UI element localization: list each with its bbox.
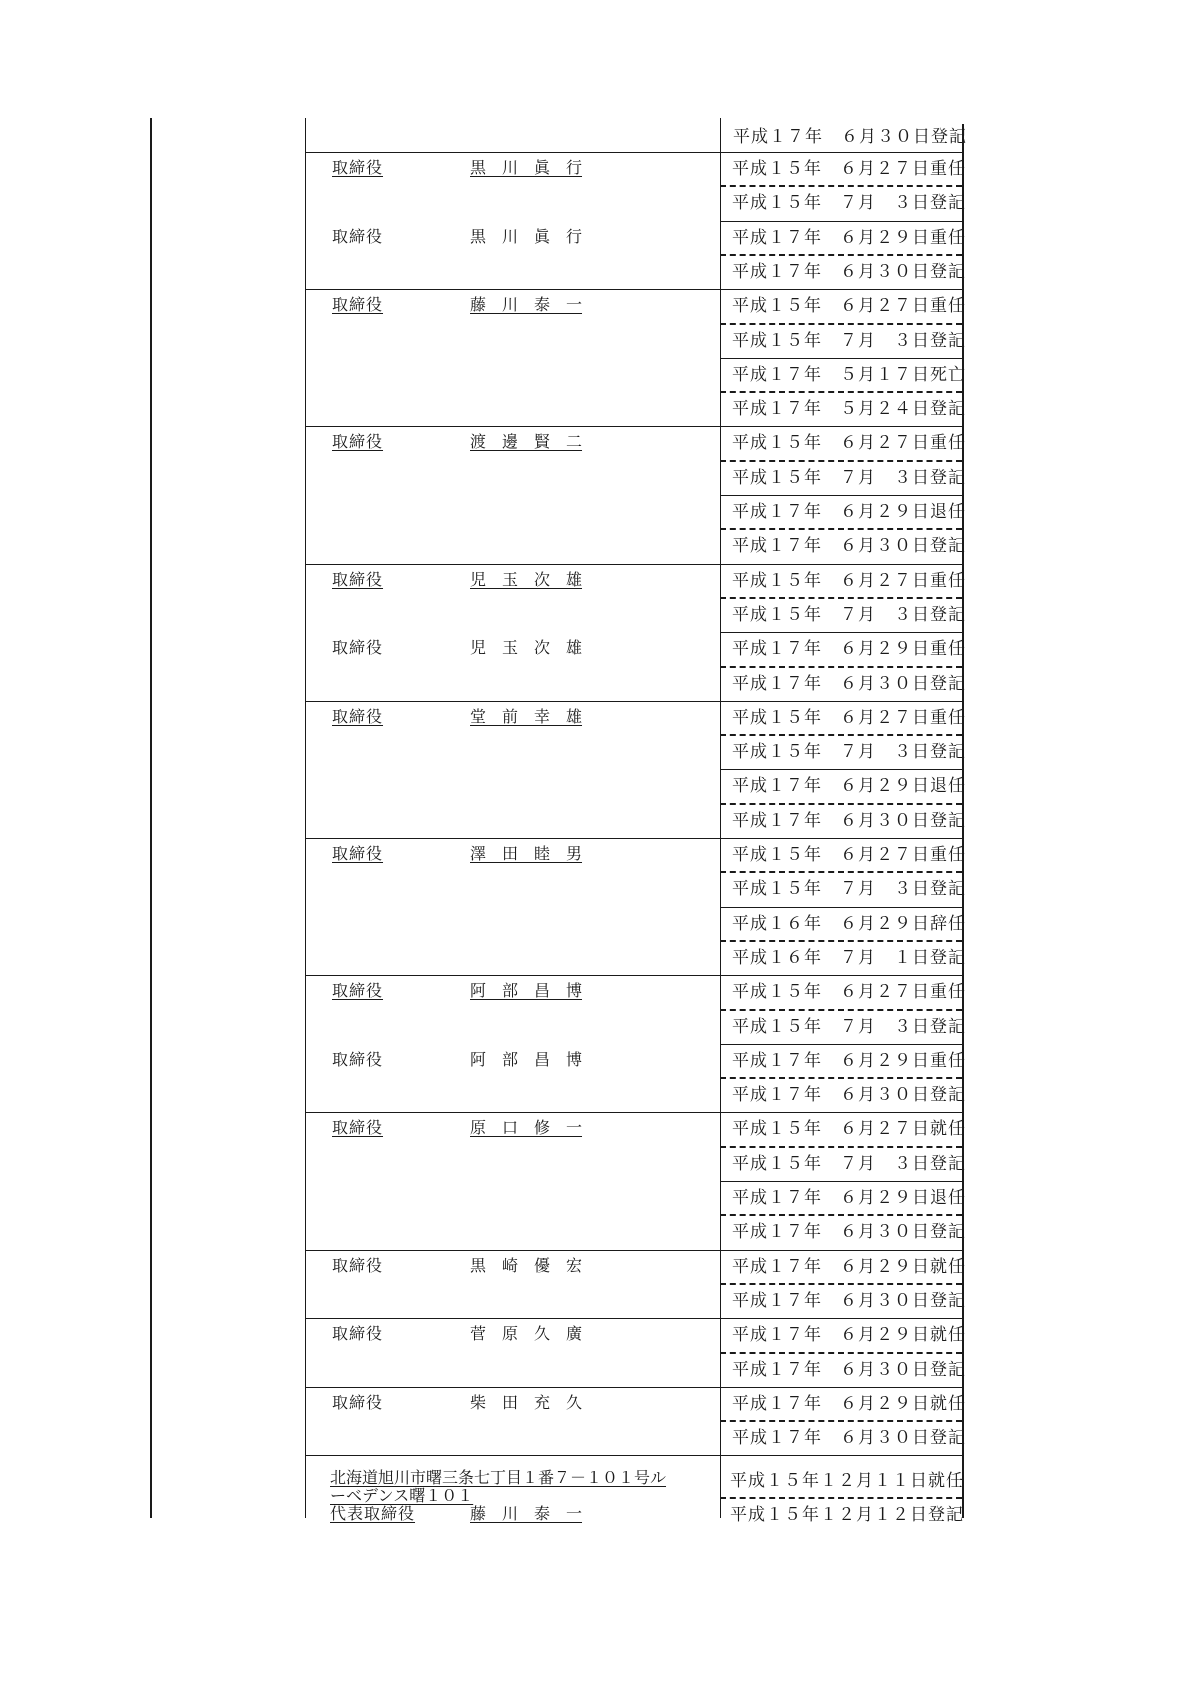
officer-role: 取締役: [332, 1118, 384, 1138]
top-row-bottom-border: [305, 152, 720, 153]
registration-date: 平成１７年 ６月３０日登記: [732, 1085, 966, 1106]
date-separator: [720, 1420, 962, 1422]
officer-role: 取締役: [332, 158, 384, 177]
event-date: 平成１５年 ６月２７日重任: [732, 159, 966, 179]
registration-date: 平成１５年 ７月 ３日登記: [732, 193, 966, 214]
officer-name: 阿 部 昌 博: [470, 981, 583, 1001]
group-border: [305, 975, 963, 976]
date-pair-divider: [720, 358, 963, 359]
event-date: 平成１５年 ６月２７日重任: [732, 296, 966, 317]
officer-name: 阿 部 昌 博: [470, 1049, 583, 1069]
event-date: 平成１７年 ６月２９日就任: [732, 1256, 966, 1277]
officer-name: 黒 川 眞 行: [470, 158, 583, 177]
group-border: [305, 1250, 963, 1251]
event-date: 平成１５年 ６月２７日就任: [732, 1119, 966, 1140]
address-line: 北海道旭川市曙三条七丁目１番７－１０１号ル: [330, 1468, 667, 1487]
event-date: 平成１６年 ６月２９日辞任: [732, 913, 966, 934]
registration-date: 平成１５年 ７月 ３日登記: [732, 1153, 966, 1174]
date-separator: [720, 1497, 962, 1499]
date-separator: [720, 1283, 962, 1285]
date-pair-divider: [720, 632, 963, 633]
event-date: 平成１７年 ６月２９日重任: [732, 227, 966, 248]
registration-date: 平成１７年 ６月３０日登記: [732, 536, 966, 557]
registration-date: 平成１５年 ７月 ３日登記: [732, 330, 966, 351]
officer-role: 取締役: [332, 1255, 384, 1275]
officer-role: 取締役: [332, 226, 384, 246]
officer-role: 取締役: [332, 295, 384, 315]
officer-role: 取締役: [332, 638, 384, 658]
registration-date: 平成１７年 ６月３０日登記: [732, 261, 966, 282]
registration-date: 平成１７年 ５月２４日登記: [732, 399, 966, 420]
officer-role: 取締役: [332, 706, 384, 726]
event-date: 平成１７年 ６月２９日重任: [732, 639, 966, 660]
officer-role: 取締役: [332, 1049, 384, 1069]
appointment-date: 平成１５年１２月１１日就任: [730, 1471, 964, 1491]
event-date: 平成１５年 ６月２７日重任: [732, 433, 966, 454]
date-separator: [720, 185, 962, 187]
registration-date: 平成１５年 ７月 ３日登記: [732, 1016, 966, 1037]
registration-date: 平成１５年１２月１２日登記: [730, 1505, 964, 1525]
group-border: [305, 1387, 963, 1388]
officer-name: 渡 邊 賢 二: [470, 432, 583, 452]
group-border: [305, 1455, 963, 1456]
registration-date: 平成１７年 ６月３０日登記: [732, 1428, 966, 1449]
officer-name: 黒 崎 優 宏: [470, 1255, 583, 1275]
officer-role: 取締役: [332, 1324, 384, 1344]
officer-name: 黒 川 眞 行: [470, 226, 583, 246]
officer-name: 柴 田 充 久: [470, 1392, 583, 1412]
group-border: [305, 1318, 963, 1319]
date-pair-divider: [720, 221, 963, 222]
date-separator: [720, 871, 962, 873]
officer-name: 児 玉 次 雄: [470, 638, 583, 658]
representative-name: 藤 川 泰 一: [470, 1504, 583, 1523]
officer-name: 藤 川 泰 一: [470, 295, 583, 315]
date-separator: [720, 597, 962, 599]
group-border: [305, 701, 963, 702]
event-date: 平成１７年 ６月２９日就任: [732, 1325, 966, 1346]
officer-name: 原 口 修 一: [470, 1118, 583, 1138]
date-separator: [720, 734, 962, 736]
event-date: 平成１５年 ６月２７日重任: [732, 982, 966, 1003]
event-date: 平成１７年 ６月２９日重任: [732, 1050, 966, 1071]
date-separator: [720, 391, 962, 393]
top-entry-border: [720, 152, 963, 153]
officer-role: 取締役: [332, 844, 384, 863]
event-date: 平成１５年 ６月２７日重任: [732, 707, 966, 728]
registration-date: 平成１７年 ６月３０日登記: [732, 673, 966, 694]
date-separator: [720, 803, 962, 805]
officer-role: 取締役: [332, 432, 384, 452]
representative-role: 代表取締役: [330, 1504, 416, 1523]
event-date: 平成１７年 ６月２９日退任: [732, 1188, 966, 1208]
date-separator: [720, 1352, 962, 1354]
registration-date: 平成１７年 ６月３０日登記: [733, 127, 967, 147]
table-left-border: [305, 118, 306, 1518]
event-date: 平成１７年 ６月２９日退任: [732, 502, 966, 522]
date-separator: [720, 528, 962, 530]
date-column-divider: [720, 118, 721, 1518]
date-separator: [720, 323, 962, 325]
registration-date: 平成１５年 ７月 ３日登記: [732, 742, 966, 763]
left-margin-line: [150, 118, 152, 1518]
registration-date: 平成１７年 ６月３０日登記: [732, 1359, 966, 1380]
date-separator: [720, 254, 962, 256]
registration-date: 平成１７年 ６月３０日登記: [732, 810, 966, 831]
date-pair-divider: [720, 769, 963, 770]
event-date: 平成１７年 ６月２９日就任: [732, 1393, 966, 1414]
event-date: 平成１７年 ６月２９日退任: [732, 776, 966, 797]
registration-date: 平成１５年 ７月 ３日登記: [732, 879, 966, 900]
group-border: [305, 1112, 963, 1113]
officer-name: 澤 田 睦 男: [470, 844, 583, 863]
date-separator: [720, 460, 962, 462]
event-date: 平成１７年 ５月１７日死亡: [732, 364, 966, 385]
registration-date: 平成１６年 ７月 １日登記: [732, 947, 966, 968]
registration-date: 平成１５年 ７月 ３日登記: [732, 604, 966, 625]
group-border: [305, 426, 963, 427]
address-line-continued: ーベデンス曙１０１: [330, 1486, 474, 1505]
registration-date: 平成１７年 ６月３０日登記: [732, 1290, 966, 1311]
date-separator: [720, 1077, 962, 1079]
date-separator: [720, 1146, 962, 1148]
date-pair-divider: [720, 495, 963, 496]
officer-name: 菅 原 久 廣: [470, 1324, 583, 1344]
date-pair-divider: [720, 1181, 963, 1182]
date-separator: [720, 666, 962, 668]
officer-role: 取締役: [332, 569, 384, 589]
date-separator: [720, 1214, 962, 1216]
date-pair-divider: [720, 907, 963, 908]
group-border: [305, 838, 963, 839]
event-date: 平成１５年 ６月２７日重任: [732, 845, 966, 865]
registration-date: 平成１５年 ７月 ３日登記: [732, 467, 966, 488]
officer-name: 児 玉 次 雄: [470, 569, 583, 589]
date-pair-divider: [720, 1044, 963, 1045]
officer-role: 取締役: [332, 1392, 384, 1412]
officer-role: 取締役: [332, 981, 384, 1001]
event-date: 平成１５年 ６月２７日重任: [732, 570, 966, 591]
date-separator: [720, 940, 962, 942]
officer-name: 堂 前 幸 雄: [470, 706, 583, 726]
date-separator: [720, 1009, 962, 1011]
group-border: [305, 289, 963, 290]
group-border: [305, 564, 963, 565]
registration-date: 平成１７年 ６月３０日登記: [732, 1222, 966, 1243]
